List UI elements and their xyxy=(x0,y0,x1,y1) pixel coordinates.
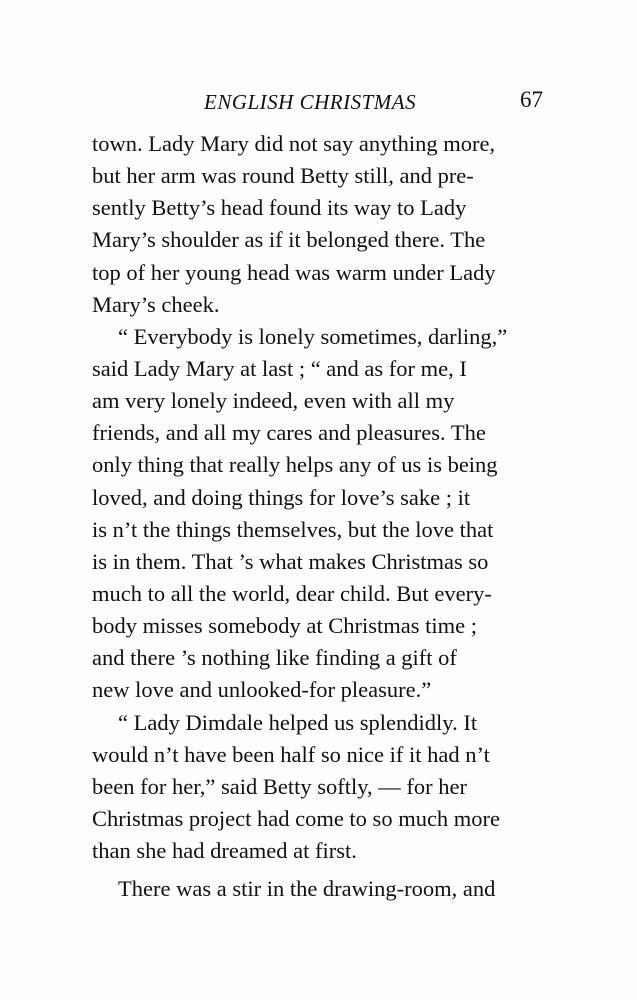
text-line: Mary’s cheek. xyxy=(92,291,220,317)
text-line: than she had dreamed at first. xyxy=(92,838,357,864)
text-line: new love and unlooked-for pleasure.” xyxy=(92,677,432,703)
text-line: am very lonely indeed, even with all my xyxy=(92,388,455,414)
text-line: friends, and all my cares and pleasures. The xyxy=(92,420,486,446)
page-number: 67 xyxy=(520,87,543,112)
text-line: Christmas project had come to so much more xyxy=(92,805,501,831)
text-line: body misses somebody at Christmas time ; xyxy=(92,613,477,639)
text-line: “ Lady Dimdale helped us splendidly. It xyxy=(118,709,478,735)
text-line: town. Lady Mary did not say anything more, xyxy=(92,131,496,156)
text-line: is n’t the things themselves, but the love that xyxy=(92,516,494,542)
text-line: top of her young head was warm under Lady xyxy=(92,259,496,285)
body-text xyxy=(92,128,547,905)
text-line: There was a stir in the drawing-room, and xyxy=(118,876,496,902)
text-line: would n’t have been half so nice if it had n’t xyxy=(92,741,490,767)
text-line: sently Betty’s head found its way to Lady xyxy=(92,195,467,221)
running-head xyxy=(92,87,547,120)
text-line: been for her,” said Betty softly, — for her xyxy=(92,773,468,799)
text-line: is in them. That ’s what makes Christmas so xyxy=(92,548,489,574)
text-line: loved, and doing things for love’s sake ; it xyxy=(92,484,471,510)
text-line: but her arm was round Betty still, and pre- xyxy=(92,163,474,189)
text-line: said Lady Mary at last ; “ and as for me, I xyxy=(92,355,467,381)
text-line: much to all the world, dear child. But every- xyxy=(92,580,492,606)
text-line: only thing that really helps any of us is being xyxy=(92,452,498,478)
text-line: Mary’s shoulder as if it belonged there. The xyxy=(92,227,486,253)
text-line: and there ’s nothing like finding a gift of xyxy=(92,645,457,671)
text-line: “ Everybody is lonely sometimes, darling,” xyxy=(118,323,508,349)
running-head-title: ENGLISH CHRISTMAS xyxy=(204,90,417,114)
